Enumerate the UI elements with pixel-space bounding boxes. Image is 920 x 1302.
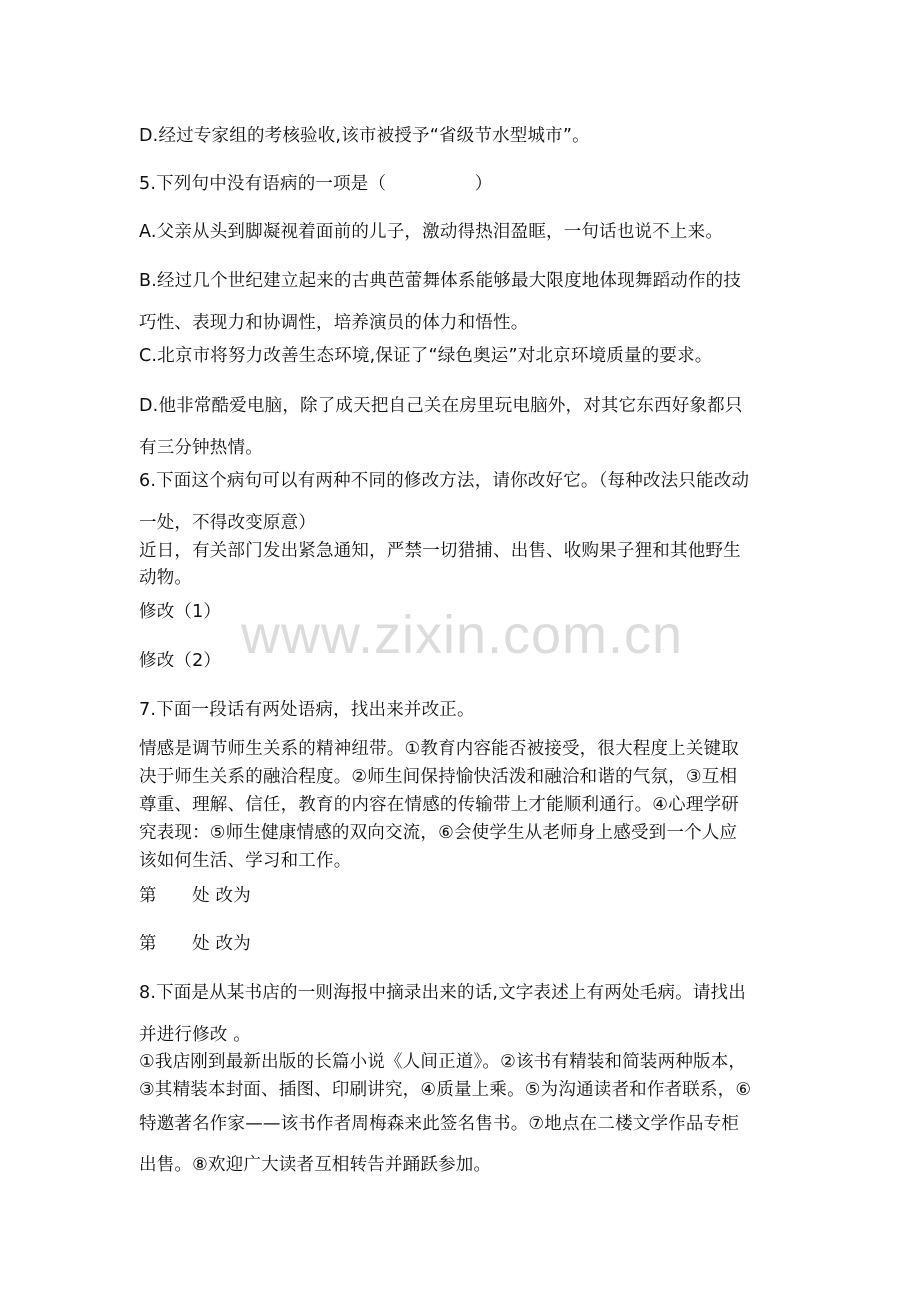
question-6-line-2: 一处，不得改变原意） [139,513,316,533]
question-6-line-1: 6.下面这个病句可以有两种不同的修改方法，请你改好它。（每种改法只能改动 [139,471,750,491]
question-8-passage-line-1: ①我店刚到最新出版的长篇小说《人间正道》。②该书有精装和简装两种版本， [139,1052,747,1072]
option-5-c: C.北京市将努力改善生态环境,保证了“绿色奥运”对北京环境质量的要求。 [139,346,713,366]
question-8-line-1: 8.下面是从某书店的一则海报中摘录出来的话,文字表述上有两处毛病。请找出 [139,983,746,1003]
question-7-passage-line-5: 该如何生活、学习和工作。 [139,851,352,871]
question-7-passage-line-4: 究表现：⑤师生健康情感的双向交流，⑥会使学生从老师身上感受到一个人应 [139,823,738,843]
question-8-passage-line-2: ③其精装本封面、插图、印刷讲究，④质量上乘。⑤为沟通读者和作者联系，⑥ [139,1080,752,1100]
answer-line-1: 第 处 改为 [139,886,251,906]
question-7-passage-line-3: 尊重、理解、信任，教育的内容在情感的传输带上才能顺利通行。④心理学研 [139,795,739,815]
question-7-passage-line-2: 决于师生关系的融洽程度。②师生间保持愉快活泼和融洽和谐的气氛，③互相 [139,767,738,787]
question-8-passage-line-3: 特邀著名作家——该书作者周梅森来此签名售书。⑦地点在二楼文学作品专柜 [139,1114,739,1134]
option-5-a: A.父亲从头到脚凝视着面前的儿子，激动得热泪盈眶，一句话也说不上来。 [139,222,724,242]
option-5-d-line-2: 有三分钟热情。 [139,438,263,458]
revision-2: 修改（2） [139,651,222,671]
option-5-d-prev: D.经过专家组的考核验收,该市被授予“省级节水型城市”。 [139,126,590,146]
option-5-d-line-1: D.他非常酷爱电脑，除了成天把自己关在房里玩电脑外，对其它东西好象都只 [139,396,743,416]
revision-1: 修改（1） [139,602,222,622]
question-8-passage-line-4: 出售。⑧欢迎广大读者互相转告并踊跃参加。 [139,1155,492,1175]
question-8-line-2: 并进行修改 。 [139,1025,251,1045]
question-7: 7.下面一段话有两处语病，找出来并改正。 [139,700,475,720]
option-5-b-line-2: 巧性、表现力和协调性，培养演员的体力和悟性。 [139,313,529,333]
answer-line-2: 第 处 改为 [139,934,251,954]
question-7-passage-line-1: 情感是调节师生关系的精神纽带。①教育内容能否被接受，很大程度上关键取 [139,739,739,759]
question-5: 5.下列句中没有语病的一项是（ ） [139,174,493,194]
question-6-sentence-line-2: 动物。 [139,568,193,588]
question-6-sentence-line-1: 近日，有关部门发出紧急通知，严禁一切猎捕、出售、收购果子狸和其他野生 [139,541,741,561]
option-5-b-line-1: B.经过几个世纪建立起来的古典芭蕾舞体系能够最大限度地体现舞蹈动作的技 [139,271,742,291]
watermark: www.zixin.com.cn [240,605,684,665]
